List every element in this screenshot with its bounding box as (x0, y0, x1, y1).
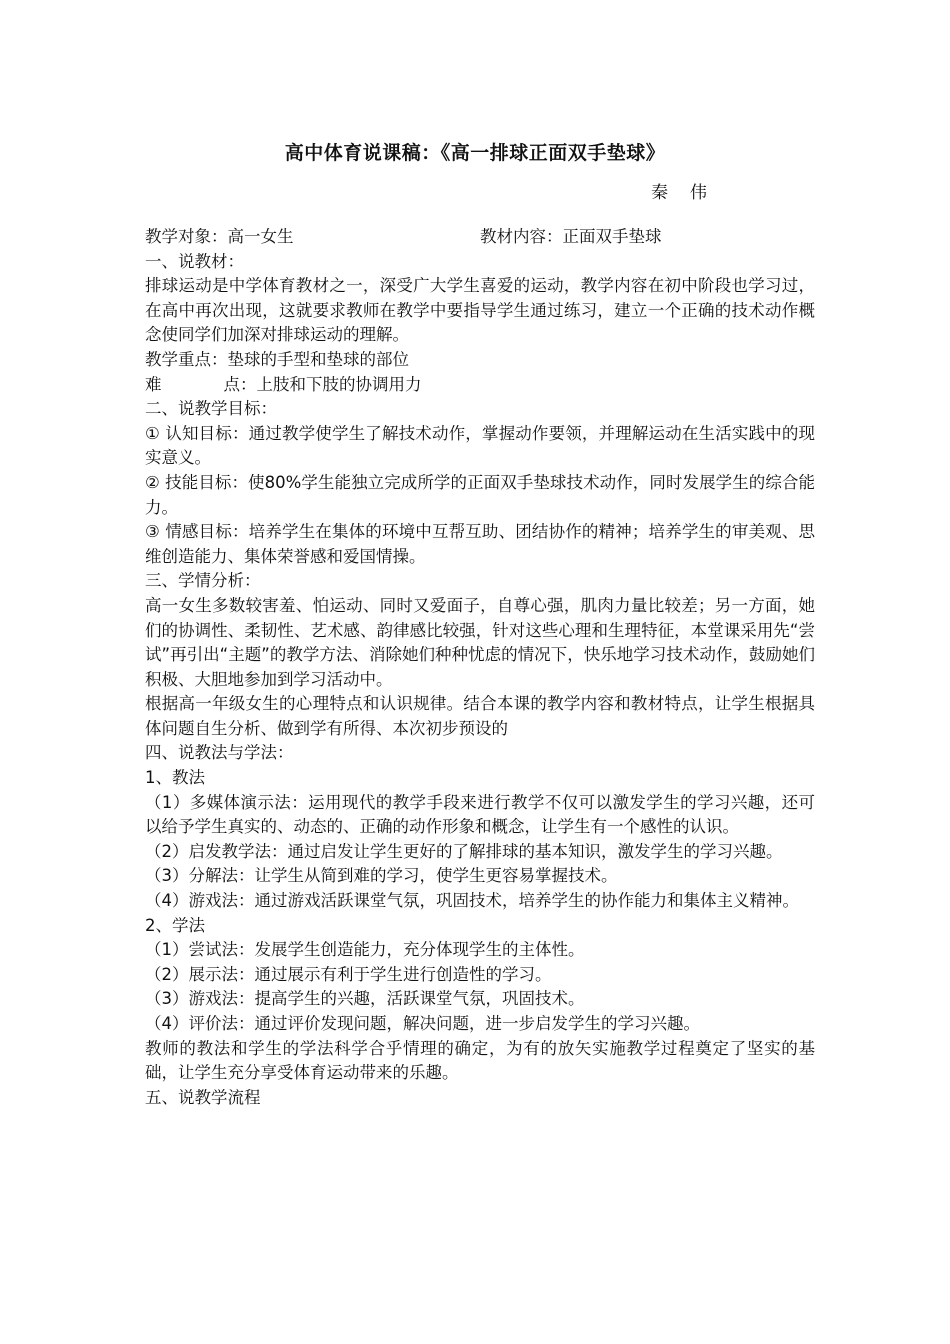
paragraph: 四、说教法与学法： (145, 743, 294, 763)
paragraph: 1、教法 (145, 768, 205, 788)
paragraph: 五、说教学流程 (145, 1087, 261, 1107)
paragraph: （2）展示法：通过展示有利于学生进行创造性的学习。 (145, 964, 552, 984)
teaching-content: 教材内容：正面双手垫球 (480, 227, 662, 246)
paragraph: （3）游戏法：提高学生的兴趣，活跃课堂气氛，巩固技术。 (145, 989, 585, 1009)
paragraph: ③ 情感目标：培养学生在集体的环境中互帮互助、团结协作的精神；培养学生的审美观、思维创造能力、集体荣誉感和爱国情操。 (145, 522, 815, 566)
paragraph: 教师的教法和学生的学法科学合乎情理的确定，为有的放矢实施教学过程奠定了坚实的基础，让学生充分享受体育运动带来的乐趣。 (145, 1038, 815, 1083)
paragraph: （1）多媒体演示法：运用现代的教学手段来进行教学不仅可以激发学生的学习兴趣，还可以给予学生真实的、动态的、正确的动作形象和概念，让学生有一个感性的认识。 (145, 792, 815, 837)
difficulty-text: ：上肢和下肢的协调用力 (240, 374, 422, 394)
paragraph: （2）启发教学法：通过启发让学生更好的了解排球的基本知识，激发学生的学习兴趣。 (145, 841, 783, 861)
paragraph: 三、学情分析： (145, 571, 261, 591)
paragraph: 教学重点：垫球的手型和垫球的部位 (145, 349, 409, 369)
difficulty-label: 难 (145, 374, 224, 394)
paragraph: 根据高一年级女生的心理特点和认识规律。结合本课的教学内容和教材特点，让学生根据具体问题自生分析、做到学有所得、本次初步预设的 (145, 694, 815, 738)
paragraph: （4）游戏法：通过游戏活跃课堂气氛，巩固技术，培养学生的协作能力和集体主义精神。 (145, 891, 799, 911)
paragraph: ① 认知目标：通过教学使学生了解技术动作，掌握动作要领，并理解运动在生活实践中的现实意义。 (145, 423, 815, 468)
paragraph: （3）分解法：让学生从简到难的学习，使学生更容易掌握技术。 (145, 866, 618, 886)
document-body (145, 225, 815, 1110)
difficulty-line (145, 373, 815, 398)
body-paragraphs (145, 250, 815, 1111)
paragraph: 排球运动是中学体育教材之一，深受广大学生喜爱的运动，教学内容在初中阶段也学习过，在高中再次出现，这就要求教师在教学中要指导学生通过练习，建立一个正确的技术动作概念使同学们加深对排球运动的理解。 (145, 276, 815, 345)
paragraph: （1）尝试法：发展学生创造能力，充分体现学生的主体性。 (145, 940, 585, 960)
teaching-target: 教学对象：高一女生 (145, 227, 294, 246)
author-name: 秦伟 (651, 183, 729, 203)
paragraph: 一、说教材： (145, 251, 244, 271)
difficulty-label-end: 点 (223, 374, 240, 394)
document-title: 高中体育说课稿：《高一排球正面双手垫球》 (284, 142, 666, 164)
paragraph: （4）评价法：通过评价发现问题，解决问题，进一步启发学生的学习兴趣。 (145, 1014, 700, 1033)
paragraph: 高一女生多数较害羞、怕运动、同时又爱面子，自尊心强，肌肉力量比较差；另一方面，她们的协调性、柔韧性、艺术感、韵律感比较强，针对这些心理和生理特征，本堂课采用先“尝试”再引出“主题”的教学方法、消除她们种种忧虑的情况下，快乐地学习技术动作，鼓励她们积极、大胆地参加到学习活动中。 (145, 595, 815, 689)
paragraph: 二、说教学目标： (145, 399, 277, 419)
meta-row (145, 225, 815, 250)
paragraph: 2、学法 (145, 915, 205, 935)
paragraph: ② 技能目标：使80%学生能独立完成所学的正面双手垫球技术动作，同时发展学生的综合能力。 (145, 472, 815, 517)
